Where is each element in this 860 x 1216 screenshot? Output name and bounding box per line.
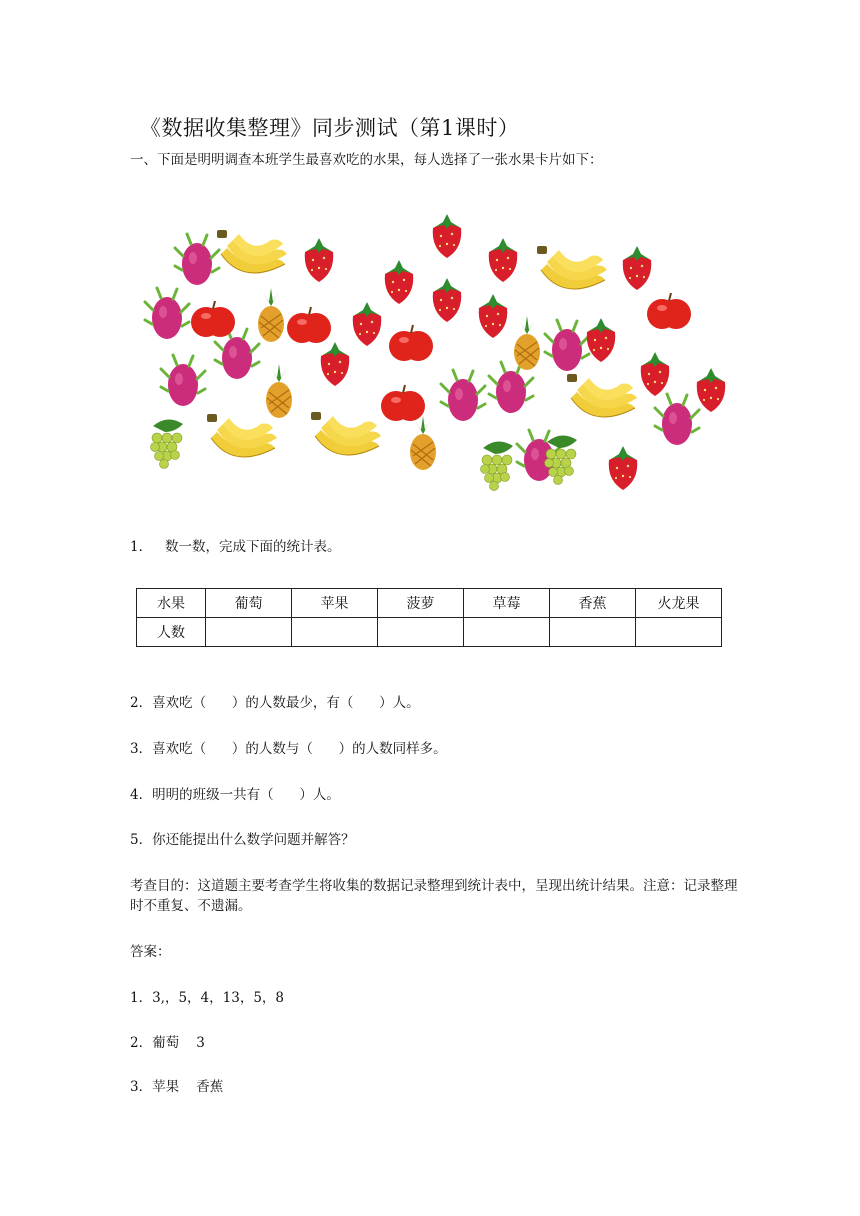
page-title: 《数据收集整理》同步测试（第1课时）	[140, 116, 520, 140]
dragonfruit-icon	[145, 288, 189, 339]
table-row	[137, 618, 722, 647]
count-answer-cell[interactable]	[636, 618, 722, 647]
answer-line: 2．葡萄 3	[130, 1035, 205, 1051]
table-header-cell: 菠萝	[378, 589, 464, 618]
table-row-header: 水果	[137, 589, 206, 618]
strawberry-icon	[305, 238, 333, 282]
pineapple-icon	[514, 316, 540, 370]
table-header-cell: 草莓	[464, 589, 550, 618]
banana-icon	[311, 412, 381, 455]
strawberry-icon	[609, 446, 637, 490]
strawberry-icon	[353, 302, 381, 346]
dragonfruit-icon	[441, 370, 485, 421]
apple-icon	[381, 385, 425, 421]
table-row	[137, 589, 722, 618]
table-row-header: 人数	[137, 618, 206, 647]
answer-label: 答案：	[130, 944, 171, 960]
question-1-sub3: 3．喜欢吃（ ）的人数与（ ）的人数同样多。	[130, 741, 447, 757]
table-header-cell: 火龙果	[636, 589, 722, 618]
table-header-cell: 苹果	[292, 589, 378, 618]
banana-icon	[537, 246, 607, 289]
fruit-count-table	[136, 588, 722, 647]
strawberry-icon	[479, 294, 507, 338]
strawberry-icon	[641, 352, 669, 396]
strawberry-icon	[385, 260, 413, 304]
question-1-sub2: 2．喜欢吃（ ）的人数最少，有（ ）人。	[130, 695, 420, 711]
dragonfruit-icon	[161, 355, 205, 406]
apple-icon	[191, 301, 235, 337]
pineapple-icon	[410, 416, 436, 470]
question-1-intro: 一、下面是明明调查本班学生最喜欢吃的水果，每人选择了一张水果卡片如下：	[130, 152, 603, 168]
table-header-cell: 香蕉	[550, 589, 636, 618]
count-answer-cell[interactable]	[292, 618, 378, 647]
question-1-sub1: 1． 数一数，完成下面的统计表。	[130, 539, 341, 555]
answer-line: 1．3,，5，4，13，5，8	[130, 990, 285, 1006]
count-answer-cell[interactable]	[464, 618, 550, 647]
answer-line: 3．苹果 香蕉	[130, 1079, 224, 1095]
strawberry-icon	[623, 246, 651, 290]
strawberry-icon	[433, 214, 461, 258]
grape-icon	[545, 435, 578, 484]
question-1-sub5: 5．你还能提出什么数学问题并解答？	[130, 832, 355, 848]
table-header-cell: 葡萄	[206, 589, 292, 618]
question-1-sub4: 4．明明的班级一共有（ ）人。	[130, 787, 340, 803]
apple-icon	[389, 325, 433, 361]
apple-icon	[287, 307, 331, 343]
strawberry-icon	[433, 278, 461, 322]
pineapple-icon	[266, 364, 292, 418]
grape-icon	[151, 419, 184, 468]
banana-icon	[207, 414, 277, 457]
strawberry-icon	[321, 342, 349, 386]
strawberry-icon	[489, 238, 517, 282]
fruit-cards-illustration	[125, 198, 735, 503]
count-answer-cell[interactable]	[206, 618, 292, 647]
apple-icon	[647, 293, 691, 329]
banana-icon	[217, 230, 287, 273]
banana-icon	[567, 374, 637, 417]
pineapple-icon	[258, 288, 284, 342]
purpose-note: 考查目的：这道题主要考查学生将收集的数据记录整理到统计表中，呈现出统计结果。注意：记录整理时不重复、不遗漏。	[130, 878, 738, 914]
grape-icon	[481, 441, 514, 490]
strawberry-icon	[697, 368, 725, 412]
dragonfruit-icon	[655, 394, 699, 445]
count-answer-cell[interactable]	[378, 618, 464, 647]
count-answer-cell[interactable]	[550, 618, 636, 647]
dragonfruit-icon	[545, 320, 589, 371]
strawberry-icon	[587, 318, 615, 362]
dragonfruit-icon	[175, 234, 219, 285]
